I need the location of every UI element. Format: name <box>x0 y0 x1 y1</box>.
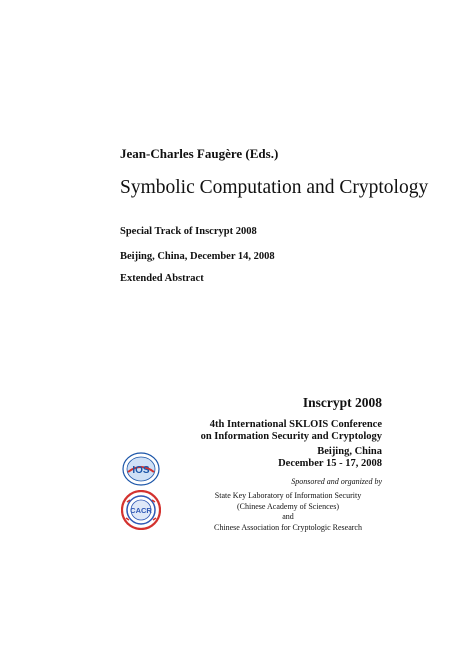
document-title: Symbolic Computation and Cryptology <box>120 177 429 198</box>
abstract-type: Extended Abstract <box>120 273 204 284</box>
conference-full-name <box>201 419 382 443</box>
conference-location: Beijing, China <box>317 446 382 457</box>
sponsor-organizations <box>188 491 388 533</box>
editors: Jean-Charles Faugère (Eds.) <box>120 146 279 161</box>
conference-place <box>278 446 382 470</box>
conference-full-name-line2: on Information Security and Cryptology <box>200 431 382 442</box>
conference-full-name-line1: 4th International SKLOIS Conference <box>209 419 382 430</box>
conference-dates: December 15 - 17, 2008 <box>278 458 382 469</box>
special-track: Special Track of Inscrypt 2008 <box>120 226 257 237</box>
sponsorship-intro: Sponsored and organized by <box>291 477 382 486</box>
org1-line1: State Key Laboratory of Information Security <box>214 491 362 500</box>
org-and: and <box>282 512 294 521</box>
ios-logo-icon <box>122 452 160 486</box>
conference-name: Inscrypt 2008 <box>302 395 382 410</box>
cacr-logo-icon <box>121 490 161 530</box>
date-line: Beijing, China, December 14, 2008 <box>120 251 275 262</box>
ios-logo-text: IOS <box>132 465 150 476</box>
org1-line2: (Chinese Academy of Sciences) <box>237 501 339 511</box>
cacr-logo-text: CACR <box>130 506 152 515</box>
org2: Chinese Association for Cryptologic Research <box>214 522 362 532</box>
